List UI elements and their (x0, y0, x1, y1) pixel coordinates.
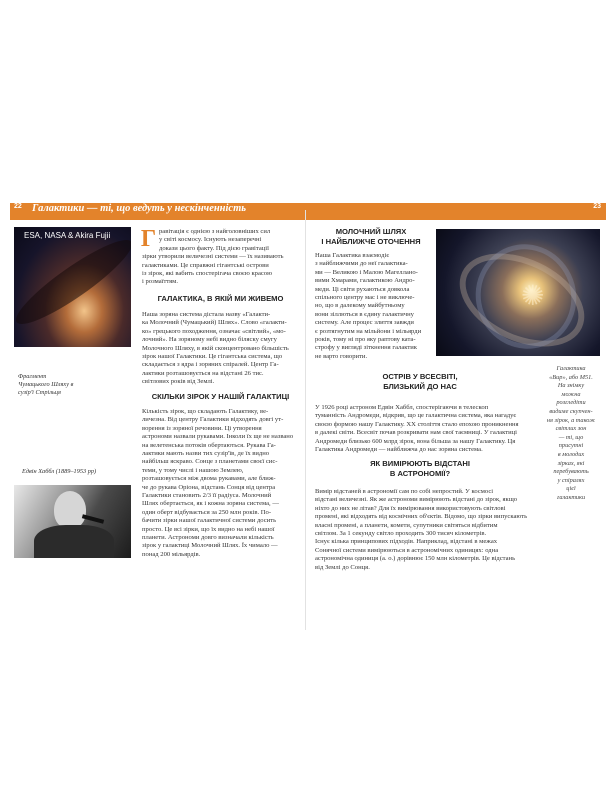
intro-line-3: зірки утворили величезні системи — їх називають (142, 253, 284, 261)
drop-cap: Г (140, 226, 157, 252)
s5-line-2: ніхто до них не літав? Для їх вимірювання використовують світлові (315, 504, 506, 512)
section-heading: В АСТРОНОМІЇ? (389, 469, 451, 478)
intro-line-2: докази цього факту. Під дією гравітації (159, 244, 269, 252)
section-heading: ЯК ВИМІРЮЮТЬ ВІДСТАНІ (370, 459, 470, 468)
s2-line-7: теми, у тому числі і нашою Землею, (142, 466, 244, 474)
s2-line-8: розташовується між двома рукавами, але ближ- (142, 475, 276, 483)
s2-line-0: Кількість зірок, що складають Галактику, ве- (142, 408, 269, 415)
s2-line-14: просто. Це всі зірки, що їх видно на небі нашої (142, 525, 275, 533)
s3-line-10: років, тому ні про яку раптову ката- (315, 336, 416, 343)
s2-line-4: на велетенська потоків обертаються. Рукава Га- (142, 441, 276, 449)
s3-line-11: строфу у вигляді зіткнення галактик (315, 344, 418, 352)
s5-line-1: відстані величезні. Як же астрономи вимірюють відстані до зірок, якщо (315, 496, 518, 504)
s1-line-7: лактики розташовується на відстані 26 тис. (142, 369, 264, 377)
s2-line-11: Шлях обертається, як і кожна зоряна система, — (142, 500, 279, 508)
section-heading: СКІЛЬКИ ЗІРОК У НАШІЙ ГАЛАКТИЦІ (151, 392, 290, 401)
s2-line-12: один оберт відбувається за 250 млн років. По- (142, 508, 272, 516)
intro-line-0: равітація є однією з найголовніших сил (159, 228, 271, 235)
hubble-portrait (14, 485, 131, 558)
s3-line-8: систему. Але процес злиття завжди (315, 319, 414, 327)
intro-line-6: і розмаїттям. (142, 278, 179, 286)
s4-line-2: своєю формою нашу Галактику. XX століття стало епохою проникнення (315, 420, 519, 428)
s3-line-0: Наша Галактика взаємодіє (315, 252, 390, 259)
s5-line-8: астрономічна одиниця (а. о.) дорівнює 150 млн кілометрів. Це відстань (315, 555, 516, 563)
whirlpool-galaxy-photo (436, 229, 600, 356)
s2-line-5: лактики мають назви тих сузір'їв, де їх видно (142, 450, 270, 457)
s1-line-3: лочний». На зоряному небі видно біляску смугу (142, 336, 277, 344)
s3-line-9: є розтягнутим на мільйони і мільярди (315, 327, 422, 335)
s1-line-1: ка Молочний (Чумацький) Шлях». Слово «галакти- (142, 319, 287, 327)
s3-line-5: спільного центру мас і не виключе- (315, 294, 415, 301)
s5-line-7: Сонячної системи вимірюються в астрономічних одиницях: одна (315, 546, 499, 554)
section-heading: БЛИЗЬКИЙ ДО НАС (383, 382, 457, 391)
galaxy-core-icon: ✺ (521, 279, 545, 312)
intro-line-4: галактиками. Це справжні гігантські острови (142, 261, 269, 269)
s4-line-0: У 1926 році астроном Едвін Хаббл, спостерігаючи в телескоп (315, 404, 489, 411)
chapter-header-bar (10, 203, 606, 220)
s2-line-1: личезна. Від центру Галактики відходять довгі ут- (142, 416, 284, 424)
s2-line-15: планети. Астрономи довго визначали кількість (142, 534, 274, 541)
s2-line-6: найбільш яскраво. Сонце з планетами своєї сис- (142, 458, 278, 466)
s3-line-1: з найближчими до неї галактика- (315, 260, 408, 268)
s3-line-3: вими Хмарами, галактикою Андро- (315, 277, 415, 285)
s4-line-5: Галактика Андромеди — найближча до нас зоряна система. (315, 446, 483, 453)
milky-way-photo (14, 227, 131, 347)
dust-lane (14, 230, 131, 335)
s2-line-10: Галактики становить 2/3 її радіуса. Молочний (142, 492, 272, 499)
hubble-caption: Едвін Хаббл (1889–1953 рр) (22, 468, 97, 475)
s3-line-7: вони зіллються в єдину галактичну (315, 310, 414, 318)
s1-line-5: зірок нашої Галактики. Це гігантська система, що (142, 353, 283, 360)
s4-line-3: в далекі світи. Всесвіт почав розкривати нам свої таємниці. У галактиці (315, 429, 517, 437)
s2-line-16: зірок у галактиці Молочний Шлях. Їх чимало — (142, 542, 278, 550)
s1-line-8: світлових років від Землі. (142, 378, 215, 386)
chapter-title: Галактики — ті, що ведуть у нескінченність (32, 203, 247, 214)
intro-line-1: у світі космосу. Існують незаперечні (159, 236, 262, 244)
s3-line-6: но, що в далекому майбутньому (315, 302, 405, 310)
pipe-icon (82, 514, 104, 524)
s2-line-13: бачити зірки нашої галактичної системи досить (142, 517, 277, 525)
page-number-right: 23 (593, 203, 601, 210)
s4-line-1: туманність Андромеди, відкрив, що це галактична система, яка нагадує (315, 412, 517, 420)
s3-line-4: меди. Ці світи рухаються довкола (315, 285, 410, 293)
s3-line-2: ми — Великою і Малою Магеллано- (315, 268, 418, 276)
whirlpool-caption: Галактика «Вир», або М51. На знімку можна розгледіти видиме скупчен- ня зірок, а також світлих зон — ті, що присутні в молодих зірках, які перебувають у спіралях цієї галактики (546, 365, 596, 501)
page-number-left: 22 (14, 203, 22, 210)
s5-line-9: від Землі до Сонця. (315, 563, 370, 571)
s2-line-17: понад 200 мільярдів. (142, 550, 201, 558)
section-heading: І НАЙБЛИЖЧЕ ОТОЧЕННЯ (321, 237, 421, 246)
s5-line-3: промені, які відходять від космічних об'єктів. Відомо, що зірки випускають (315, 513, 528, 521)
page-gutter (305, 210, 306, 630)
s3-line-12: не варто говорити. (315, 352, 368, 360)
section-heading: ГАЛАКТИКА, В ЯКІЙ МИ ЖИВЕМО (157, 294, 284, 303)
milky-way-caption: Фрагмент Чумацького Шляху в сузір'ї Стрільця (18, 373, 74, 396)
s2-line-2: ворення із зоряної речовини. Ці утворення (142, 424, 262, 432)
s4-line-4: Андромеди близько 600 млрд зірок, вона більша за нашу Галактику. Ця (315, 437, 516, 445)
s5-line-4: власні промені, а планети, комети, супутники світяться відбитим (315, 521, 498, 529)
s1-line-6: складається з ядра і зоряних спіралей. Центр Га- (142, 361, 279, 369)
section-heading: ОСТРІВ У ВСЕСВІТІ, (382, 372, 458, 381)
s5-line-6: Існує кілька принципових підходів. Наприклад, відстані в межах (315, 538, 498, 546)
photo-credit: ESA, NASA & Akira Fujii (24, 231, 111, 240)
s1-line-4: Молочного Шляху, в якій сконцентровано більшість (142, 344, 289, 352)
s5-line-0: Вимір відстаней в астрономії сам по собі непростий. У космосі (315, 488, 494, 495)
s2-line-3: астрономи назвали рукавами. Інколи їх ще не названо (142, 433, 294, 441)
section-heading: МОЛОЧНИЙ ШЛЯХ (335, 227, 407, 236)
s1-line-0: Наша зоряна система дістала назву «Галакти- (142, 311, 271, 318)
intro-line-5: із зірок, які вабить спостерігача своєю красою (142, 270, 273, 277)
s5-line-5: світлом. За 1 секунду світло проходить 300 тисяч кілометрів. (315, 530, 487, 537)
s2-line-9: че до рукава Оріона, відстань Сонця від центра (142, 483, 276, 491)
s1-line-2: ко» грецького походження, означає «світлий», «мо- (142, 327, 286, 335)
